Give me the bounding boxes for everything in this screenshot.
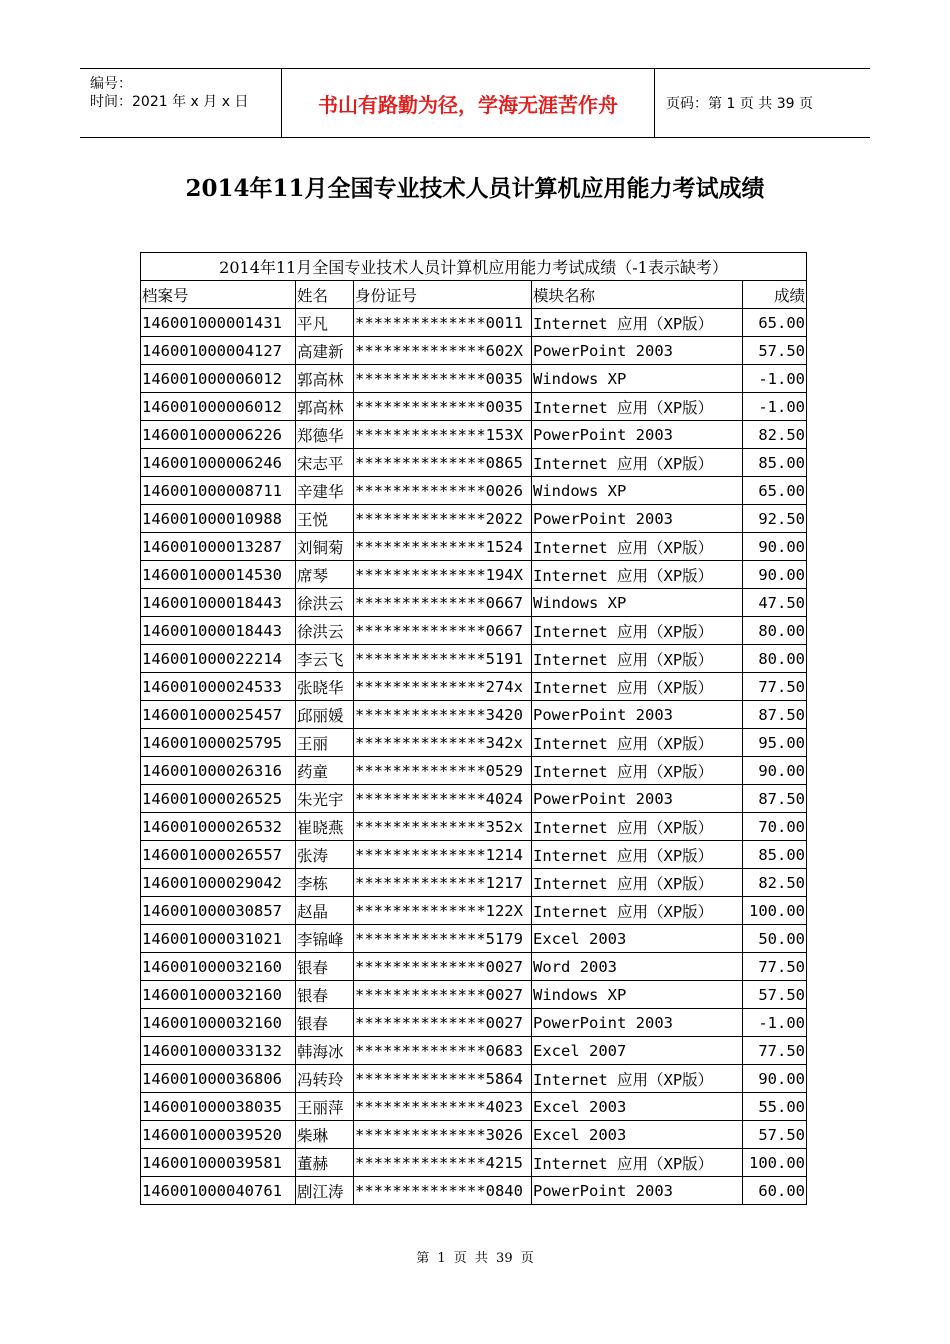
cell-id-number: **************5179 (354, 925, 532, 953)
cell-module: PowerPoint 2003 (532, 421, 743, 449)
cell-name: 银春 (296, 953, 354, 981)
cell-name: 徐洪云 (296, 617, 354, 645)
cell-name: 药童 (296, 757, 354, 785)
cell-score: 100.00 (743, 1149, 807, 1177)
cell-score: 90.00 (743, 757, 807, 785)
cell-module: PowerPoint 2003 (532, 1009, 743, 1037)
cell-file-number: 146001000032160 (141, 953, 296, 981)
cell-file-number: 146001000026525 (141, 785, 296, 813)
table-row (141, 645, 807, 673)
table-row (141, 757, 807, 785)
cell-id-number: **************274x (354, 673, 532, 701)
cell-score: 65.00 (743, 309, 807, 337)
cell-score: 77.50 (743, 673, 807, 701)
header-meta (80, 69, 282, 137)
cell-score: 95.00 (743, 729, 807, 757)
cell-file-number: 146001000031021 (141, 925, 296, 953)
cell-name: 崔晓燕 (296, 813, 354, 841)
cell-score: 77.50 (743, 1037, 807, 1065)
cell-module: Windows XP (532, 981, 743, 1009)
cell-name: 韩海冰 (296, 1037, 354, 1065)
cell-name: 冯转玲 (296, 1065, 354, 1093)
cell-file-number: 146001000030857 (141, 897, 296, 925)
table-row (141, 589, 807, 617)
cell-id-number: **************0865 (354, 449, 532, 477)
header-page-info: 页码：第 1 页 共 39 页 (666, 96, 813, 112)
table-row (141, 1065, 807, 1093)
cell-id-number: **************4024 (354, 785, 532, 813)
cell-file-number: 146001000039581 (141, 1149, 296, 1177)
table-row (141, 365, 807, 393)
cell-file-number: 146001000006012 (141, 365, 296, 393)
table-row (141, 309, 807, 337)
cell-id-number: **************0035 (354, 365, 532, 393)
column-header-file-number: 档案号 (141, 281, 296, 309)
cell-id-number: **************4215 (354, 1149, 532, 1177)
cell-score: -1.00 (743, 393, 807, 421)
cell-module: Internet 应用（XP版） (532, 645, 743, 673)
cell-score: 85.00 (743, 449, 807, 477)
cell-name: 郑德华 (296, 421, 354, 449)
cell-score: 85.00 (743, 841, 807, 869)
cell-id-number: **************2022 (354, 505, 532, 533)
cell-score: 90.00 (743, 561, 807, 589)
table-row (141, 1009, 807, 1037)
cell-name: 张涛 (296, 841, 354, 869)
cell-file-number: 146001000025795 (141, 729, 296, 757)
table-row (141, 925, 807, 953)
grades-table (140, 252, 807, 1205)
cell-id-number: **************153X (354, 421, 532, 449)
cell-id-number: **************5864 (354, 1065, 532, 1093)
cell-name: 徐洪云 (296, 589, 354, 617)
cell-file-number: 146001000018443 (141, 589, 296, 617)
cell-file-number: 146001000014530 (141, 561, 296, 589)
table-row (141, 421, 807, 449)
table-row (141, 813, 807, 841)
table-row (141, 701, 807, 729)
column-header-id-number: 身份证号 (354, 281, 532, 309)
cell-score: 92.50 (743, 505, 807, 533)
cell-score: 55.00 (743, 1093, 807, 1121)
table-row (141, 1177, 807, 1205)
cell-module: PowerPoint 2003 (532, 337, 743, 365)
cell-name: 郭高林 (296, 393, 354, 421)
table-header-row (141, 281, 807, 309)
cell-module: Internet 应用（XP版） (532, 1149, 743, 1177)
cell-name: 宋志平 (296, 449, 354, 477)
cell-module: Internet 应用（XP版） (532, 561, 743, 589)
table-caption-row (141, 253, 807, 281)
cell-id-number: **************352x (354, 813, 532, 841)
cell-name: 李栋 (296, 869, 354, 897)
cell-module: PowerPoint 2003 (532, 505, 743, 533)
cell-score: -1.00 (743, 365, 807, 393)
column-header-score: 成绩 (743, 281, 807, 309)
cell-name: 李锦峰 (296, 925, 354, 953)
cell-score: 82.50 (743, 421, 807, 449)
cell-score: 57.50 (743, 981, 807, 1009)
cell-id-number: **************0011 (354, 309, 532, 337)
cell-name: 高建新 (296, 337, 354, 365)
cell-name: 刘铜菊 (296, 533, 354, 561)
document-time-label: 时间：2021 年 x 月 x 日 (90, 94, 249, 110)
cell-score: 82.50 (743, 869, 807, 897)
cell-module: PowerPoint 2003 (532, 701, 743, 729)
page-header (80, 68, 870, 138)
cell-file-number: 146001000033132 (141, 1037, 296, 1065)
table-row (141, 505, 807, 533)
cell-module: Internet 应用（XP版） (532, 617, 743, 645)
cell-module: Windows XP (532, 477, 743, 505)
cell-module: Internet 应用（XP版） (532, 757, 743, 785)
table-row (141, 393, 807, 421)
cell-score: -1.00 (743, 1009, 807, 1037)
cell-module: Excel 2003 (532, 1093, 743, 1121)
cell-file-number: 146001000038035 (141, 1093, 296, 1121)
cell-name: 郭高林 (296, 365, 354, 393)
table-row (141, 617, 807, 645)
cell-module: Internet 应用（XP版） (532, 813, 743, 841)
cell-file-number: 146001000008711 (141, 477, 296, 505)
cell-module: Internet 应用（XP版） (532, 1065, 743, 1093)
table-row (141, 1037, 807, 1065)
table-row (141, 673, 807, 701)
document-number-label: 编号： (90, 76, 132, 92)
cell-module: Windows XP (532, 365, 743, 393)
cell-module: PowerPoint 2003 (532, 1177, 743, 1205)
cell-id-number: **************122X (354, 897, 532, 925)
cell-name: 银春 (296, 981, 354, 1009)
cell-file-number: 146001000032160 (141, 981, 296, 1009)
cell-id-number: **************0683 (354, 1037, 532, 1065)
cell-score: 50.00 (743, 925, 807, 953)
table-row (141, 449, 807, 477)
cell-name: 张晓华 (296, 673, 354, 701)
table-row (141, 981, 807, 1009)
cell-score: 90.00 (743, 1065, 807, 1093)
table-row (141, 953, 807, 981)
cell-file-number: 146001000032160 (141, 1009, 296, 1037)
cell-file-number: 146001000029042 (141, 869, 296, 897)
cell-id-number: **************0529 (354, 757, 532, 785)
cell-module: Internet 应用（XP版） (532, 729, 743, 757)
cell-module: Word 2003 (532, 953, 743, 981)
cell-file-number: 146001000026316 (141, 757, 296, 785)
column-header-name: 姓名 (296, 281, 354, 309)
cell-module: Excel 2007 (532, 1037, 743, 1065)
cell-name: 银春 (296, 1009, 354, 1037)
cell-module: Internet 应用（XP版） (532, 869, 743, 897)
page-footer: 第 1 页 共 39 页 (416, 1251, 534, 1266)
cell-id-number: **************0027 (354, 1009, 532, 1037)
cell-id-number: **************5191 (354, 645, 532, 673)
cell-name: 邱丽媛 (296, 701, 354, 729)
cell-id-number: **************3420 (354, 701, 532, 729)
cell-id-number: **************0840 (354, 1177, 532, 1205)
cell-id-number: **************1214 (354, 841, 532, 869)
cell-name: 王丽 (296, 729, 354, 757)
cell-module: Internet 应用（XP版） (532, 393, 743, 421)
cell-module: Internet 应用（XP版） (532, 449, 743, 477)
table-row (141, 1149, 807, 1177)
cell-id-number: **************1524 (354, 533, 532, 561)
cell-id-number: **************3026 (354, 1121, 532, 1149)
cell-score: 70.00 (743, 813, 807, 841)
table-row (141, 869, 807, 897)
table-caption: 2014年11月全国专业技术人员计算机应用能力考试成绩（-1表示缺考） (141, 253, 807, 281)
cell-file-number: 146001000039520 (141, 1121, 296, 1149)
table-row (141, 1121, 807, 1149)
cell-id-number: **************0026 (354, 477, 532, 505)
cell-score: 87.50 (743, 701, 807, 729)
cell-score: 87.50 (743, 785, 807, 813)
cell-score: 57.50 (743, 337, 807, 365)
cell-score: 100.00 (743, 897, 807, 925)
cell-name: 剧江涛 (296, 1177, 354, 1205)
cell-id-number: **************0667 (354, 589, 532, 617)
cell-file-number: 146001000026557 (141, 841, 296, 869)
cell-file-number: 146001000004127 (141, 337, 296, 365)
table-row (141, 477, 807, 505)
cell-name: 董赫 (296, 1149, 354, 1177)
cell-module: Excel 2003 (532, 1121, 743, 1149)
cell-module: Windows XP (532, 589, 743, 617)
document-title: 2014年11月全国专业技术人员计算机应用能力考试成绩 (185, 175, 765, 202)
cell-module: Internet 应用（XP版） (532, 309, 743, 337)
cell-file-number: 146001000010988 (141, 505, 296, 533)
cell-score: 47.50 (743, 589, 807, 617)
cell-file-number: 146001000026532 (141, 813, 296, 841)
cell-id-number: **************1217 (354, 869, 532, 897)
cell-file-number: 146001000040761 (141, 1177, 296, 1205)
table-row (141, 337, 807, 365)
cell-score: 90.00 (743, 533, 807, 561)
cell-name: 王丽萍 (296, 1093, 354, 1121)
cell-score: 80.00 (743, 645, 807, 673)
cell-module: Internet 应用（XP版） (532, 841, 743, 869)
table-row (141, 897, 807, 925)
cell-id-number: **************0027 (354, 953, 532, 981)
table-row (141, 1093, 807, 1121)
cell-file-number: 146001000013287 (141, 533, 296, 561)
cell-id-number: **************194X (354, 561, 532, 589)
cell-score: 77.50 (743, 953, 807, 981)
cell-name: 赵晶 (296, 897, 354, 925)
cell-module: Excel 2003 (532, 925, 743, 953)
cell-score: 65.00 (743, 477, 807, 505)
cell-file-number: 146001000036806 (141, 1065, 296, 1093)
cell-file-number: 146001000001431 (141, 309, 296, 337)
cell-id-number: **************0035 (354, 393, 532, 421)
table-row (141, 729, 807, 757)
cell-module: PowerPoint 2003 (532, 785, 743, 813)
cell-file-number: 146001000006226 (141, 421, 296, 449)
cell-id-number: **************0667 (354, 617, 532, 645)
cell-file-number: 146001000024533 (141, 673, 296, 701)
cell-module: Internet 应用（XP版） (532, 673, 743, 701)
cell-name: 柴琳 (296, 1121, 354, 1149)
table-row (141, 785, 807, 813)
cell-name: 平凡 (296, 309, 354, 337)
cell-file-number: 146001000025457 (141, 701, 296, 729)
cell-id-number: **************0027 (354, 981, 532, 1009)
cell-module: Internet 应用（XP版） (532, 533, 743, 561)
cell-id-number: **************602X (354, 337, 532, 365)
cell-name: 李云飞 (296, 645, 354, 673)
cell-file-number: 146001000018443 (141, 617, 296, 645)
cell-file-number: 146001000006246 (141, 449, 296, 477)
cell-score: 80.00 (743, 617, 807, 645)
cell-id-number: **************342x (354, 729, 532, 757)
table-row (141, 841, 807, 869)
header-motto: 书山有路勤为径，学海无涯苦作舟 (282, 69, 655, 137)
cell-name: 王悦 (296, 505, 354, 533)
cell-name: 席琴 (296, 561, 354, 589)
table-row (141, 561, 807, 589)
column-header-module: 模块名称 (532, 281, 743, 309)
cell-file-number: 146001000006012 (141, 393, 296, 421)
cell-name: 辛建华 (296, 477, 354, 505)
cell-id-number: **************4023 (354, 1093, 532, 1121)
cell-file-number: 146001000022214 (141, 645, 296, 673)
cell-score: 57.50 (743, 1121, 807, 1149)
cell-name: 朱光宇 (296, 785, 354, 813)
cell-score: 60.00 (743, 1177, 807, 1205)
cell-module: Internet 应用（XP版） (532, 897, 743, 925)
table-row (141, 533, 807, 561)
